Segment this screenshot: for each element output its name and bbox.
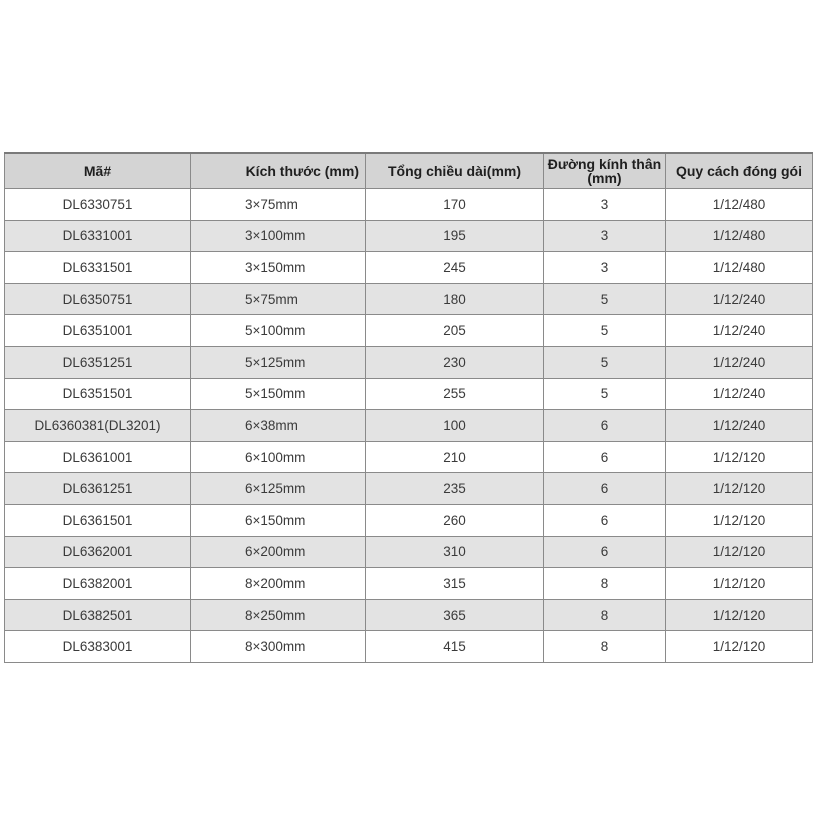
cell-size: 8×300mm — [191, 631, 366, 663]
header-total-length: Tổng chiều dài(mm) — [366, 153, 544, 189]
cell-packing: 1/12/240 — [666, 410, 813, 442]
cell-shank-diameter: 5 — [544, 315, 666, 347]
cell-total-length: 195 — [366, 220, 544, 252]
header-code: Mã# — [5, 153, 191, 189]
table-row — [5, 599, 813, 631]
cell-packing: 1/12/240 — [666, 283, 813, 315]
cell-total-length: 245 — [366, 252, 544, 284]
cell-packing: 1/12/240 — [666, 346, 813, 378]
cell-shank-diameter: 3 — [544, 189, 666, 221]
cell-code: DL6351501 — [5, 378, 191, 410]
cell-code: DL6351001 — [5, 315, 191, 347]
cell-total-length: 180 — [366, 283, 544, 315]
cell-packing: 1/12/120 — [666, 568, 813, 600]
table-row — [5, 220, 813, 252]
cell-code: DL6382001 — [5, 568, 191, 600]
header-packing: Quy cách đóng gói — [666, 153, 813, 189]
cell-shank-diameter: 6 — [544, 410, 666, 442]
cell-packing: 1/12/120 — [666, 473, 813, 505]
cell-size: 5×125mm — [191, 346, 366, 378]
table-row — [5, 315, 813, 347]
table-row — [5, 252, 813, 284]
cell-size: 6×100mm — [191, 441, 366, 473]
cell-shank-diameter: 8 — [544, 599, 666, 631]
cell-code: DL6360381(DL3201) — [5, 410, 191, 442]
cell-code: DL6351251 — [5, 346, 191, 378]
table-row — [5, 536, 813, 568]
cell-size: 5×75mm — [191, 283, 366, 315]
cell-code: DL6331501 — [5, 252, 191, 284]
spec-table — [4, 152, 813, 663]
cell-size: 8×200mm — [191, 568, 366, 600]
cell-packing: 1/12/120 — [666, 599, 813, 631]
cell-code: DL6350751 — [5, 283, 191, 315]
table-row — [5, 568, 813, 600]
cell-packing: 1/12/480 — [666, 220, 813, 252]
cell-total-length: 415 — [366, 631, 544, 663]
cell-packing: 1/12/120 — [666, 631, 813, 663]
cell-code: DL6383001 — [5, 631, 191, 663]
cell-total-length: 310 — [366, 536, 544, 568]
cell-size: 5×100mm — [191, 315, 366, 347]
header-shank-diameter: Đường kính thân (mm) — [544, 153, 666, 189]
cell-total-length: 255 — [366, 378, 544, 410]
cell-total-length: 365 — [366, 599, 544, 631]
table-header — [5, 153, 813, 189]
cell-code: DL6362001 — [5, 536, 191, 568]
cell-packing: 1/12/120 — [666, 536, 813, 568]
cell-size: 6×200mm — [191, 536, 366, 568]
cell-shank-diameter: 3 — [544, 220, 666, 252]
cell-packing: 1/12/120 — [666, 441, 813, 473]
cell-shank-diameter: 6 — [544, 504, 666, 536]
cell-size: 6×125mm — [191, 473, 366, 505]
table-row — [5, 441, 813, 473]
table-row — [5, 631, 813, 663]
table-row — [5, 346, 813, 378]
cell-shank-diameter: 5 — [544, 378, 666, 410]
cell-size: 6×38mm — [191, 410, 366, 442]
cell-total-length: 235 — [366, 473, 544, 505]
cell-packing: 1/12/240 — [666, 378, 813, 410]
cell-total-length: 230 — [366, 346, 544, 378]
cell-shank-diameter: 8 — [544, 568, 666, 600]
cell-shank-diameter: 5 — [544, 346, 666, 378]
cell-size: 5×150mm — [191, 378, 366, 410]
cell-total-length: 100 — [366, 410, 544, 442]
cell-code: DL6361501 — [5, 504, 191, 536]
cell-total-length: 315 — [366, 568, 544, 600]
table-row — [5, 410, 813, 442]
cell-size: 8×250mm — [191, 599, 366, 631]
cell-code: DL6361251 — [5, 473, 191, 505]
cell-shank-diameter: 6 — [544, 473, 666, 505]
cell-total-length: 260 — [366, 504, 544, 536]
cell-total-length: 205 — [366, 315, 544, 347]
table-row — [5, 473, 813, 505]
cell-code: DL6361001 — [5, 441, 191, 473]
cell-size: 3×75mm — [191, 189, 366, 221]
cell-code: DL6331001 — [5, 220, 191, 252]
table-row — [5, 378, 813, 410]
cell-shank-diameter: 6 — [544, 536, 666, 568]
table-row — [5, 189, 813, 221]
cell-packing: 1/12/240 — [666, 315, 813, 347]
cell-shank-diameter: 3 — [544, 252, 666, 284]
cell-packing: 1/12/120 — [666, 504, 813, 536]
cell-total-length: 210 — [366, 441, 544, 473]
cell-shank-diameter: 6 — [544, 441, 666, 473]
cell-size: 6×150mm — [191, 504, 366, 536]
cell-total-length: 170 — [366, 189, 544, 221]
cell-packing: 1/12/480 — [666, 189, 813, 221]
header-size: Kích thước (mm) — [191, 153, 366, 189]
cell-code: DL6382501 — [5, 599, 191, 631]
cell-packing: 1/12/480 — [666, 252, 813, 284]
cell-code: DL6330751 — [5, 189, 191, 221]
table-row — [5, 504, 813, 536]
header-row — [5, 153, 813, 189]
table-row — [5, 283, 813, 315]
cell-shank-diameter: 5 — [544, 283, 666, 315]
table-body — [5, 189, 813, 663]
cell-size: 3×150mm — [191, 252, 366, 284]
cell-size: 3×100mm — [191, 220, 366, 252]
cell-shank-diameter: 8 — [544, 631, 666, 663]
